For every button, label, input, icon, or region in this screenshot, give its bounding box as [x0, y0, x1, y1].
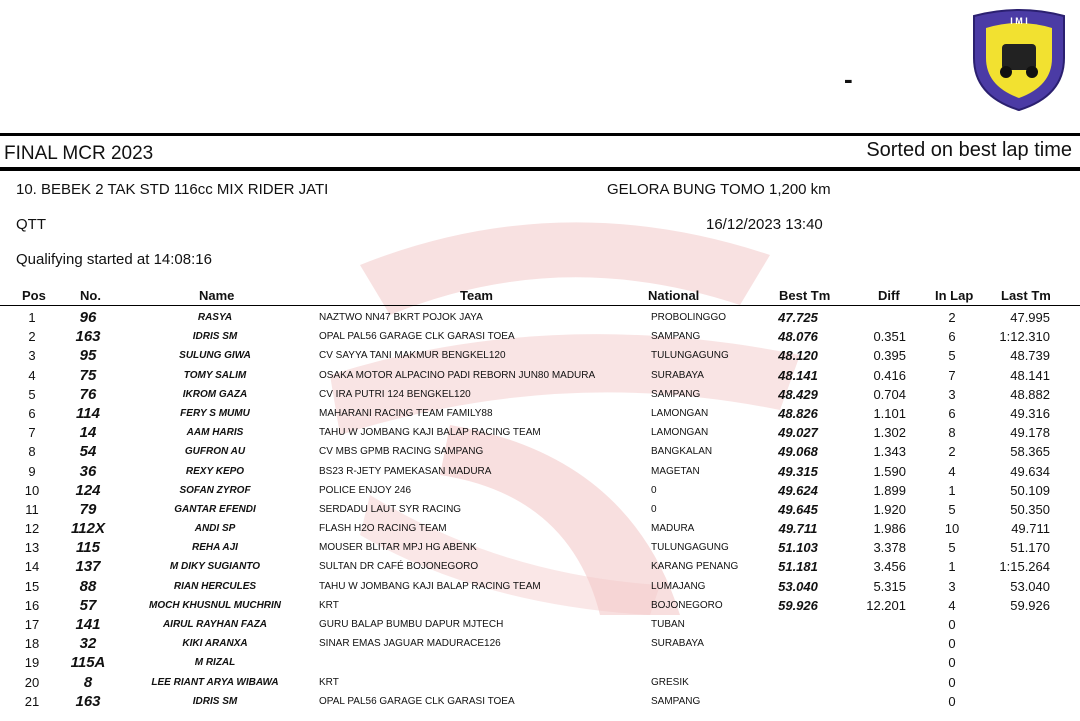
cell-best-time: 49.624 — [778, 482, 818, 498]
cell-number: 163 — [75, 328, 101, 346]
cell-number: 124 — [75, 481, 101, 499]
cell-in-lap: 6 — [948, 329, 956, 345]
cell-best-time: 59.926 — [778, 597, 818, 613]
header-dash: - — [844, 64, 853, 94]
cell-best-time: 48.120 — [778, 348, 818, 364]
table-row — [0, 404, 1080, 423]
table-row — [0, 500, 1080, 519]
cell-in-lap: 2 — [948, 310, 956, 325]
col-best: Best Tm — [779, 288, 831, 303]
cell-last-time: 49.711 — [1011, 521, 1050, 537]
cell-number: 112X — [71, 520, 105, 538]
cell-last-time: 48.739 — [1010, 348, 1050, 364]
cell-pos: 1 — [28, 310, 36, 325]
cell-diff: 5.315 — [873, 578, 906, 594]
cell-pos: 16 — [24, 597, 40, 613]
cell-rider-name: ANDI SP — [194, 523, 236, 535]
cell-rider-name: IDRIS SM — [192, 331, 238, 343]
cell-diff: 1.920 — [873, 501, 906, 517]
cell-number: 54 — [79, 443, 97, 461]
cell-diff: 0.704 — [873, 386, 906, 402]
cell-national: LAMONGAN — [651, 407, 709, 419]
qualifying-start: Qualifying started at 14:08:16 — [16, 251, 212, 268]
cell-number: 79 — [79, 500, 97, 518]
cell-number: 137 — [75, 558, 101, 576]
cell-diff: 1.899 — [873, 482, 906, 498]
cell-diff: 1.302 — [873, 425, 906, 441]
cell-rider-name: IKROM GAZA — [182, 388, 248, 400]
cell-rider-name: M DIKY SUGIANTO — [169, 561, 261, 573]
cell-in-lap: 5 — [948, 540, 956, 556]
cell-national: PROBOLINGGO — [651, 312, 727, 323]
cell-pos: 8 — [28, 444, 36, 460]
cell-in-lap: 0 — [948, 636, 956, 652]
cell-national: SAMPANG — [651, 388, 701, 400]
cell-in-lap: 3 — [948, 578, 956, 594]
cell-rider-name: IDRIS SM — [192, 695, 238, 707]
cell-last-time: 49.634 — [1010, 463, 1050, 479]
cell-diff: 0.395 — [873, 348, 906, 364]
page-title: FINAL MCR 2023 — [4, 143, 154, 164]
cell-team: OPAL PAL56 GARAGE CLK GARASI TOEA — [319, 331, 515, 343]
cell-national: LUMAJANG — [651, 580, 706, 592]
cell-pos: 21 — [24, 693, 40, 709]
cell-national: SURABAYA — [651, 369, 704, 381]
cell-in-lap: 5 — [948, 501, 956, 517]
cell-best-time: 49.315 — [778, 463, 818, 479]
cell-team: OSAKA MOTOR ALPACINO PADI REBORN JUN80 MADURA — [319, 369, 596, 381]
top-rule — [0, 133, 1080, 136]
cell-number: 14 — [79, 424, 97, 442]
cell-best-time: 51.181 — [778, 559, 818, 575]
table-header — [0, 288, 1080, 305]
cell-number: 114 — [76, 404, 100, 422]
cell-team: CV MBS GPMB RACING SAMPANG — [319, 446, 484, 458]
cell-last-time: 50.109 — [1010, 482, 1050, 498]
cell-pos: 4 — [28, 367, 36, 383]
cell-best-time: 48.076 — [778, 329, 818, 345]
table-row — [0, 385, 1080, 404]
cell-rider-name: RIAN HERCULES — [173, 580, 257, 592]
cell-team: POLICE ENJOY 246 — [319, 484, 412, 496]
table-row — [0, 634, 1080, 653]
table-row — [0, 346, 1080, 365]
cell-in-lap: 0 — [948, 674, 956, 690]
cell-team: FLASH H2O RACING TEAM — [319, 523, 447, 535]
cell-last-time: 59.926 — [1010, 597, 1050, 613]
cell-team: TAHU W JOMBANG KAJI BALAP RACING TEAM — [319, 427, 541, 439]
cell-rider-name: SOFAN ZYROF — [179, 484, 251, 496]
cell-diff: 0.416 — [873, 367, 906, 383]
cell-last-time: 1:15.264 — [999, 559, 1050, 575]
cell-pos: 17 — [24, 617, 40, 632]
table-row — [0, 615, 1080, 634]
cell-pos: 19 — [24, 655, 40, 671]
event-class: 10. BEBEK 2 TAK STD 116cc MIX RIDER JATI — [16, 181, 329, 198]
cell-national: MAGETAN — [651, 465, 700, 477]
cell-pos: 3 — [28, 348, 36, 364]
cell-best-time: 49.645 — [778, 501, 818, 517]
cell-team: OPAL PAL56 GARAGE CLK GARASI TOEA — [319, 695, 515, 707]
cell-team: KRT — [319, 676, 339, 688]
cell-last-time: 47.995 — [1010, 310, 1050, 325]
table-row — [0, 692, 1080, 711]
cell-national: GRESIK — [651, 676, 689, 688]
cell-last-time: 53.040 — [1010, 578, 1050, 594]
table-row — [0, 557, 1080, 576]
cell-in-lap: 7 — [948, 367, 956, 383]
cell-national: TULUNGAGUNG — [651, 350, 729, 362]
cell-pos: 2 — [28, 329, 36, 345]
cell-number: 163 — [75, 692, 101, 710]
cell-rider-name: TOMY SALIM — [183, 369, 247, 381]
cell-team: BS23 R-JETY PAMEKASAN MADURA — [319, 465, 492, 477]
cell-number: 95 — [79, 347, 97, 365]
col-last: Last Tm — [1001, 288, 1051, 303]
table-row — [0, 366, 1080, 385]
col-name: Name — [199, 288, 235, 303]
cell-team: MAHARANI RACING TEAM FAMILY88 — [319, 407, 493, 419]
cell-team: NAZTWO NN47 BKRT POJOK JAYA — [319, 312, 483, 323]
cell-team: SINAR EMAS JAGUAR MADURACE126 — [319, 638, 501, 650]
table-row — [0, 481, 1080, 500]
cell-pos: 11 — [25, 501, 39, 517]
cell-in-lap: 10 — [944, 521, 960, 537]
table-row — [0, 673, 1080, 692]
cell-diff: 1.986 — [873, 521, 906, 537]
table-row — [0, 577, 1080, 596]
cell-pos: 15 — [24, 578, 40, 594]
table-row — [0, 327, 1080, 346]
cell-number: 76 — [79, 385, 97, 403]
cell-in-lap: 3 — [948, 386, 956, 402]
cell-last-time: 49.316 — [1010, 405, 1050, 421]
cell-in-lap: 4 — [948, 463, 956, 479]
cell-rider-name: GANTAR EFENDI — [174, 503, 256, 515]
cell-diff: 1.343 — [873, 444, 906, 460]
cell-team: KRT — [319, 599, 339, 611]
cell-number: 57 — [79, 596, 97, 614]
cell-number: 115 — [76, 539, 100, 557]
cell-team: SULTAN DR CAFÉ BOJONEGORO — [319, 561, 479, 573]
cell-team: CV IRA PUTRI 124 BENGKEL120 — [319, 388, 471, 400]
cell-rider-name: AAM HARIS — [186, 427, 244, 439]
cell-number: 96 — [79, 309, 97, 326]
cell-diff: 1.590 — [873, 463, 906, 479]
cell-last-time: 1:12.310 — [999, 329, 1050, 345]
cell-in-lap: 0 — [948, 617, 956, 632]
cell-national: BOJONEGORO — [651, 599, 723, 611]
cell-national: KARANG PENANG — [651, 561, 739, 573]
cell-pos: 20 — [24, 674, 40, 690]
title-rule — [0, 167, 1080, 171]
svg-text:I M I: I M I — [1010, 16, 1028, 26]
cell-in-lap: 6 — [948, 405, 956, 421]
cell-rider-name: REHA AJI — [192, 542, 238, 554]
cell-team: TAHU W JOMBANG KAJI BALAP RACING TEAM — [319, 580, 541, 592]
cell-diff: 12.201 — [866, 597, 906, 613]
cell-in-lap: 0 — [948, 693, 956, 709]
cell-pos: 12 — [24, 521, 40, 537]
venue: GELORA BUNG TOMO 1,200 km — [607, 181, 831, 198]
cell-rider-name: GUFRON AU — [184, 446, 246, 458]
results-table — [0, 308, 1080, 711]
header-rule — [0, 305, 1080, 306]
cell-in-lap: 5 — [948, 348, 956, 364]
cell-national: 0 — [651, 503, 657, 515]
cell-best-time: 51.103 — [778, 540, 818, 556]
cell-number: 141 — [75, 616, 101, 633]
cell-number: 36 — [79, 462, 97, 480]
session-type: QTT — [16, 216, 46, 233]
cell-national: SAMPANG — [651, 331, 701, 343]
cell-diff: 1.101 — [873, 405, 906, 421]
car-icon — [1002, 44, 1036, 70]
table-row — [0, 653, 1080, 672]
cell-last-time: 51.170 — [1010, 540, 1050, 556]
cell-best-time: 48.826 — [778, 405, 818, 421]
cell-last-time: 58.365 — [1010, 444, 1050, 460]
session-datetime: 16/12/2023 13:40 — [706, 216, 823, 233]
cell-in-lap: 8 — [948, 425, 956, 441]
cell-number: 75 — [79, 366, 97, 384]
cell-number: 32 — [79, 635, 97, 653]
cell-rider-name: M RIZAL — [194, 657, 236, 669]
cell-national: 0 — [651, 484, 657, 496]
cell-pos: 7 — [28, 425, 36, 441]
cell-pos: 5 — [28, 386, 36, 402]
cell-rider-name: MOCH KHUSNUL MUCHRIN — [148, 599, 282, 611]
col-no: No. — [80, 288, 101, 303]
cell-pos: 18 — [24, 636, 40, 652]
cell-national: SURABAYA — [651, 638, 704, 650]
table-row — [0, 538, 1080, 557]
cell-rider-name: FERY S MUMU — [180, 407, 250, 419]
cell-best-time: 49.711 — [778, 521, 818, 537]
cell-best-time: 47.725 — [778, 310, 818, 325]
table-row — [0, 442, 1080, 461]
sort-label: Sorted on best lap time — [866, 139, 1072, 161]
table-row — [0, 519, 1080, 538]
table-row — [0, 423, 1080, 442]
cell-in-lap: 1 — [948, 482, 956, 498]
cell-team: GURU BALAP BUMBU DAPUR MJTECH — [319, 619, 504, 630]
cell-in-lap: 0 — [948, 655, 956, 671]
cell-rider-name: RASYA — [197, 312, 233, 323]
cell-team: SERDADU LAUT SYR RACING — [319, 503, 462, 515]
cell-team: CV SAYYA TANI MAKMUR BENGKEL120 — [319, 350, 506, 362]
cell-pos: 13 — [24, 540, 40, 556]
cell-national: LAMONGAN — [651, 427, 709, 439]
cell-best-time: 49.068 — [778, 444, 818, 460]
cell-national: TUBAN — [651, 619, 685, 630]
cell-diff: 0.351 — [873, 329, 906, 345]
cell-in-lap: 2 — [948, 444, 956, 460]
cell-last-time: 48.882 — [1010, 386, 1050, 402]
cell-in-lap: 1 — [948, 559, 956, 575]
cell-national: TULUNGAGUNG — [651, 542, 729, 554]
col-national: National — [648, 288, 700, 303]
cell-national: SAMPANG — [651, 695, 701, 707]
cell-pos: 14 — [24, 559, 40, 575]
table-row — [0, 308, 1080, 327]
col-pos: Pos — [22, 288, 46, 303]
cell-number: 8 — [83, 673, 93, 691]
cell-best-time: 48.429 — [778, 386, 818, 402]
cell-number: 115A — [70, 654, 106, 672]
cell-rider-name: SULUNG GIWA — [179, 350, 251, 362]
cell-number: 88 — [79, 577, 97, 595]
cell-rider-name: AIRUL RAYHAN FAZA — [162, 619, 268, 630]
cell-pos: 6 — [28, 405, 36, 421]
col-team: Team — [460, 288, 493, 303]
cell-rider-name: LEE RIANT ARYA WIBAWA — [151, 676, 279, 688]
col-inlap: In Lap — [935, 288, 974, 303]
table-row — [0, 596, 1080, 615]
cell-best-time: 48.141 — [778, 367, 818, 383]
col-diff: Diff — [878, 288, 900, 303]
cell-rider-name: KIKI ARANXA — [182, 638, 248, 650]
cell-pos: 9 — [28, 463, 36, 479]
cell-rider-name: REXY KEPO — [185, 465, 245, 477]
imi-logo — [966, 6, 1072, 112]
cell-national: MADURA — [651, 523, 695, 535]
cell-best-time: 53.040 — [778, 578, 818, 594]
cell-last-time: 50.350 — [1010, 501, 1050, 517]
cell-team: MOUSER BLITAR MPJ HG ABENK — [319, 542, 477, 554]
table-row — [0, 462, 1080, 481]
cell-pos: 10 — [24, 482, 40, 498]
cell-national: BANGKALAN — [651, 446, 713, 458]
cell-diff: 3.378 — [873, 540, 906, 556]
cell-diff: 3.456 — [873, 559, 906, 575]
cell-last-time: 49.178 — [1010, 425, 1050, 441]
cell-best-time: 49.027 — [778, 425, 818, 441]
cell-last-time: 48.141 — [1010, 367, 1050, 383]
cell-in-lap: 4 — [948, 597, 956, 613]
